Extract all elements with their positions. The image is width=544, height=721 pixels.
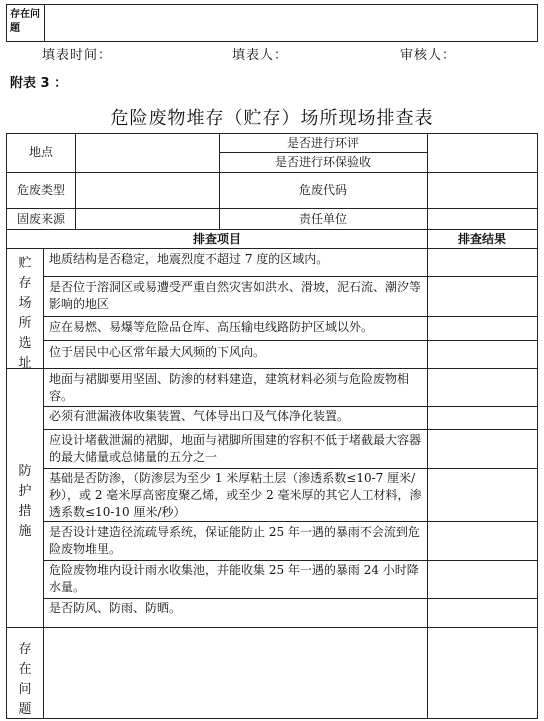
protection-item-5: 是否设计建造径流疏导系统，保证能防止 25 年一遇的暴雨不会流到危险废物堆里。 xyxy=(49,525,420,556)
top-problem-label: 存在问题 xyxy=(7,5,45,41)
inspection-table xyxy=(6,133,538,719)
protection-item-1: 地面与裙脚要用坚固、防渗的材料建造，建筑材料必须与危险废物相容。 xyxy=(49,372,410,403)
reviewer-label: 审核人： xyxy=(400,48,457,63)
section-protection-label: 防 护 措 施 xyxy=(18,464,32,539)
waste-code-label: 危废代码 xyxy=(298,183,347,197)
appendix-label: 附表 3 ： xyxy=(10,76,68,91)
protection-item-6: 危险废物堆内设计雨水收集池，并能收集 25 年一遇的暴雨 24 小时降水量。 xyxy=(49,563,419,594)
solid-source-label: 固废来源 xyxy=(16,212,65,226)
protection-item-4: 基础是否防渗，（防渗层为至少 1 米厚粘土层（渗透系数≤10-7 厘米/秒），或 2 毫米厚高密度聚乙烯，或至少 2 毫米厚的其它人工材料，渗透系数≤10-10 厘米/秒） xyxy=(49,471,422,519)
eia-label: 是否进行环评 xyxy=(286,136,359,150)
siting-item-2: 是否位于溶洞区或易遭受严重自然灾害如洪水、滑坡，泥石流、潮汐等影响的地区 xyxy=(49,280,422,311)
results-column-header: 排查结果 xyxy=(457,232,506,246)
protection-item-2: 必须有泄漏液体收集装置、气体导出口及气体净化装置。 xyxy=(49,409,350,423)
page-title: 危险废物堆存（贮存）场所现场排查表 xyxy=(110,108,434,129)
protection-item-7: 是否防风、防雨、防晒。 xyxy=(49,601,182,615)
waste-category-label: 危废类型 xyxy=(16,183,65,197)
siting-item-1: 地质结构是否稳定，地震烈度不超过 7 度的区域内。 xyxy=(49,252,329,266)
items-column-header: 排查项目 xyxy=(192,232,241,246)
responsible-unit-label: 责任单位 xyxy=(298,212,347,226)
location-label: 地点 xyxy=(28,145,53,159)
siting-item-3: 应在易燃、易爆等危险品仓库、高压输电线路防护区域以外。 xyxy=(49,320,374,334)
section-problems-label: 存 在 问 题 xyxy=(18,642,32,717)
protection-item-3: 应设计堵截泄漏的裙脚，地面与裙脚所围建的容积不低于堵截最大容器的最大储量或总储量的五分之一 xyxy=(49,433,422,464)
top-remnant-table xyxy=(6,4,538,42)
siting-item-4: 位于居民中心区常年最大风频的下风向。 xyxy=(49,345,266,359)
section-siting-label: 贮 存 场 所 选 址 xyxy=(18,256,32,371)
filler-label: 填表人： xyxy=(232,48,289,63)
acceptance-label: 是否进行环保验收 xyxy=(274,155,371,169)
fill-time-label: 填表时间： xyxy=(42,48,113,63)
